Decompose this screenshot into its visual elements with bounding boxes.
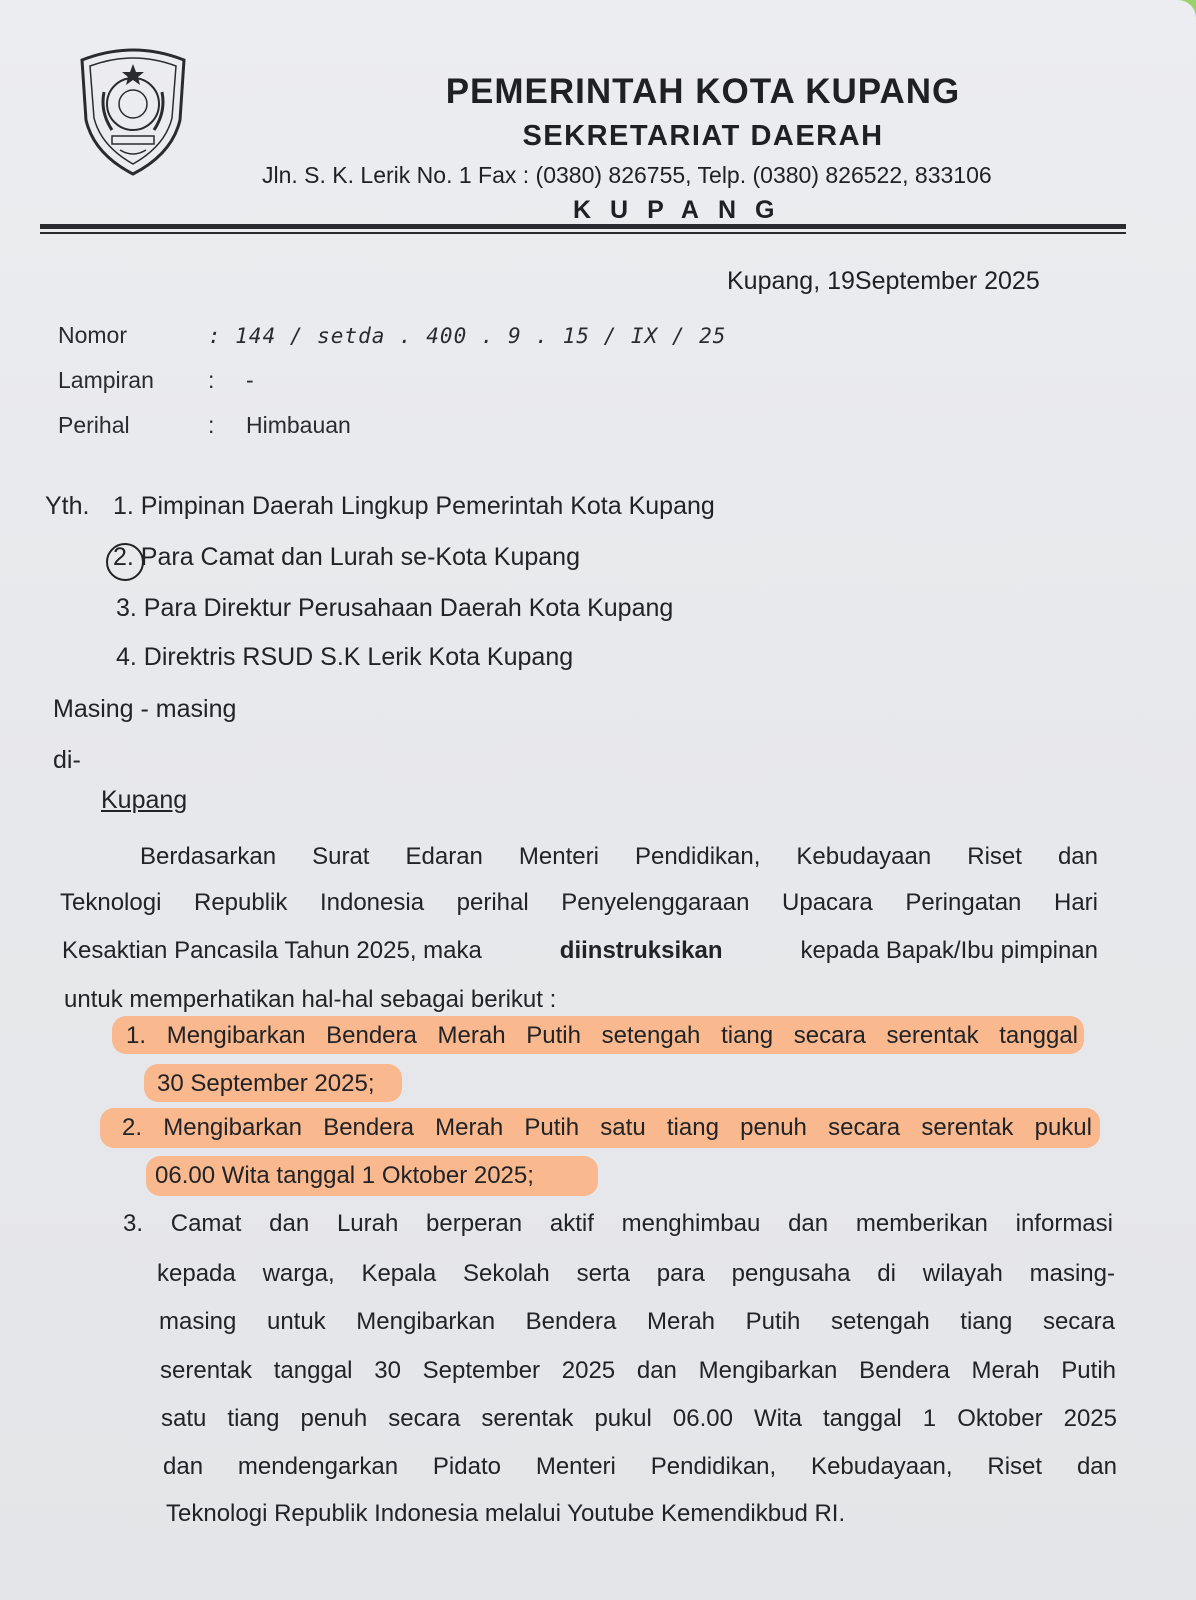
header-divider-thick	[40, 224, 1126, 229]
lampiran-colon: :	[208, 367, 215, 393]
instruction-point-3-line: dan mendengarkan Pidato Menteri Pendidikan, Kebudayaan, Riset dan	[163, 1453, 1117, 1480]
lampiran-value: -	[246, 367, 254, 393]
recipient-masing: Masing - masing	[53, 695, 237, 723]
instruction-point-3-line: masing untuk Mengibarkan Bendera Merah Putih setengah tiang secara	[159, 1308, 1115, 1335]
perihal-colon: :	[208, 412, 215, 438]
recipient-item: 1. Pimpinan Daerah Lingkup Pemerintah Kota Kupang	[113, 492, 715, 520]
intro-line: Teknologi Republik Indonesia perihal Penyelenggaraan Upacara Peringatan Hari	[60, 889, 1098, 916]
nomor-label: Nomor	[58, 322, 128, 348]
perihal-label: Perihal	[58, 412, 130, 438]
intro-line: untuk memperhatikan hal-hal sebagai berikut :	[64, 986, 557, 1013]
recipient-item: 4. Direktris RSUD S.K Lerik Kota Kupang	[116, 643, 574, 671]
recipient-item: 3. Para Direktur Perusahaan Daerah Kota Kupang	[116, 594, 674, 622]
recipient-place: Kupang	[101, 786, 188, 814]
recipient-di: di-	[53, 746, 81, 774]
intro-line: Kesaktian Pancasila Tahun 2025, maka diinstruksikan kepada Bapak/Ibu pimpinan	[62, 937, 1098, 964]
letterhead-address: Jln. S. K. Lerik No. 1 Fax : (0380) 826755, Telp. (0380) 826522, 833106	[262, 162, 992, 188]
instruction-point-3-line: serentak tanggal 30 September 2025 dan Mengibarkan Bendera Merah Putih	[160, 1357, 1116, 1384]
instruction-point-1-cont: 30 September 2025;	[157, 1070, 375, 1097]
letterhead-title: PEMERINTAH KOTA KUPANG	[445, 72, 961, 111]
instruction-point-3: 3. Camat dan Lurah berperan aktif menghimbau dan memberikan informasi	[123, 1210, 1113, 1237]
header-divider-thin	[40, 232, 1126, 234]
recipient-item: 2. Para Camat dan Lurah se-Kota Kupang	[113, 543, 580, 571]
yth-label: Yth.	[45, 492, 90, 520]
instruction-point-1: 1. Mengibarkan Bendera Merah Putih setengah tiang secara serentak tanggal	[126, 1022, 1078, 1049]
instruction-point-2: 2. Mengibarkan Bendera Merah Putih satu tiang penuh secara serentak pukul	[122, 1114, 1092, 1141]
intro-line: Berdasarkan Surat Edaran Menteri Pendidikan, Kebudayaan Riset dan	[140, 843, 1098, 870]
meta-nomor	[58, 322, 726, 349]
letterhead-subtitle: SEKRETARIAT DAERAH	[522, 120, 884, 152]
lampiran-label: Lampiran	[58, 367, 154, 393]
instruction-point-2-cont: 06.00 Wita tanggal 1 Oktober 2025;	[155, 1162, 534, 1189]
letter-date: Kupang, 19September 2025	[727, 267, 1040, 295]
perihal-value: Himbauan	[246, 412, 351, 438]
instruction-point-3-line: satu tiang penuh secara serentak pukul 06.00 Wita tanggal 1 Oktober 2025	[161, 1405, 1117, 1432]
meta-perihal	[58, 412, 351, 439]
instruction-point-3-line: Teknologi Republik Indonesia melalui Youtube Kemendikbud RI.	[166, 1500, 846, 1527]
instruction-point-3-line: kepada warga, Kepala Sekolah serta para pengusaha di wilayah masing-	[157, 1260, 1115, 1287]
nomor-value: : 144 / setda . 400 . 9 . 15 / IX / 25	[208, 324, 727, 348]
meta-lampiran	[58, 367, 254, 394]
instruction-emphasis: diinstruksikan	[559, 937, 723, 964]
letterhead-city: KUPANG	[573, 196, 794, 224]
